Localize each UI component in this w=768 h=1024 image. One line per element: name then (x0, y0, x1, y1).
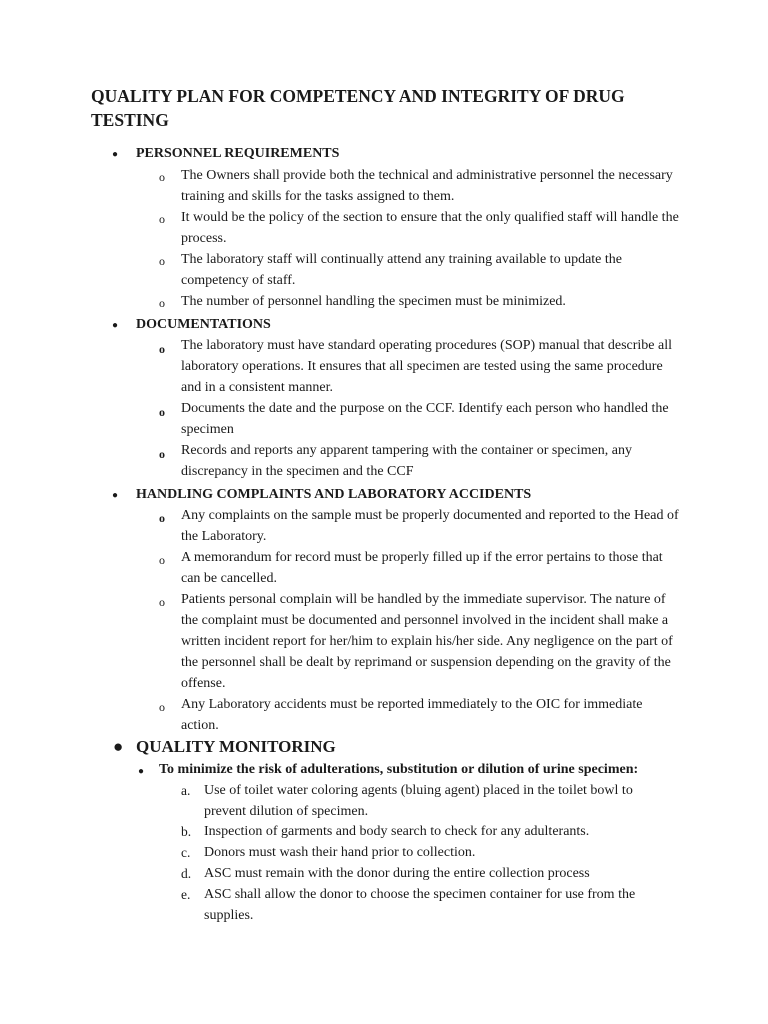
section-bullet: ● (112, 320, 119, 331)
sub-bullet: o (159, 595, 165, 609)
sub-bullet: o (159, 511, 165, 525)
list-marker: e. (181, 887, 191, 902)
section-heading-documentations: DOCUMENTATIONS (136, 317, 271, 332)
section-heading-complaints: HANDLING COMPLAINTS AND LABORATORY ACCIDENTS (136, 487, 532, 502)
subsection-bullet: ● (138, 766, 145, 777)
sub-bullet: o (159, 212, 165, 226)
section-bullet: ● (112, 149, 119, 160)
sub-bullet: o (159, 553, 165, 567)
sub-bullet: o (159, 254, 165, 268)
sub-bullet: o (159, 700, 165, 714)
document-title: QUALITY PLAN FOR COMPETENCY AND INTEGRITY OF DRUG TESTING (91, 86, 625, 130)
sub-bullet: o (159, 342, 165, 356)
section-bullet: ● (112, 490, 119, 501)
sub-bullet: o (159, 170, 165, 184)
list-item: Patients personal complain will be handled by the immediate supervisor. The nature of the complaint must be documented and personnel involved in the incident shall make a written incident report for her/him to explain his/her side. Any negligence on the part of the personnel shall be dealt by reprimand or suspension depending on the gravity of the offense. (181, 592, 673, 691)
list-marker: b. (181, 824, 192, 839)
list-item: ASC shall allow the donor to choose the specimen container for use from the supplies. (204, 887, 636, 923)
list-item: Any Laboratory accidents must be reported immediately to the OIC for immediate action. (181, 697, 643, 733)
section-heading-personnel: PERSONNEL REQUIREMENTS (136, 146, 340, 161)
list-item: Any complaints on the sample must be properly documented and reported to the Head of the Laboratory. (181, 508, 679, 544)
sub-bullet: o (159, 447, 165, 461)
list-item: Use of toilet water coloring agents (bluing agent) placed in the toilet bowl to prevent dilution of specimen. (204, 783, 633, 819)
list-item: The Owners shall provide both the technical and administrative personnel the necessary training and skills for the tasks assigned to them. (181, 168, 673, 204)
list-item: The number of personnel handling the specimen must be minimized. (181, 294, 566, 309)
list-item: Documents the date and the purpose on the CCF. Identify each person who handled the specimen (181, 401, 669, 437)
list-item: The laboratory staff will continually attend any training available to update the competency of staff. (181, 252, 622, 288)
list-marker: d. (181, 866, 192, 881)
list-item: ASC must remain with the donor during the entire collection process (204, 866, 590, 881)
section-heading-monitoring: QUALITY MONITORING (136, 737, 336, 756)
list-marker: a. (181, 783, 191, 798)
list-item: Donors must wash their hand prior to collection. (204, 845, 476, 860)
list-item: The laboratory must have standard operating procedures (SOP) manual that describe all laboratory operations. It ensures that all specimen are tested using the same procedure and in a consistent manner. (181, 338, 673, 395)
list-marker: c. (181, 845, 191, 860)
sub-bullet: o (159, 405, 165, 419)
list-item: A memorandum for record must be properly filled up if the error pertains to those that can be cancelled. (181, 550, 663, 586)
monitoring-subheading: To minimize the risk of adulterations, substitution or dilution of urine specimen: (159, 762, 639, 777)
section-bullet: ● (113, 737, 124, 756)
sub-bullet: o (159, 296, 165, 310)
list-item: Records and reports any apparent tampering with the container or specimen, any discrepancy in the specimen and the CCF (181, 443, 632, 479)
list-item: Inspection of garments and body search to check for any adulterants. (204, 824, 590, 839)
list-item: It would be the policy of the section to ensure that the only qualified staff will handle the process. (181, 210, 679, 246)
